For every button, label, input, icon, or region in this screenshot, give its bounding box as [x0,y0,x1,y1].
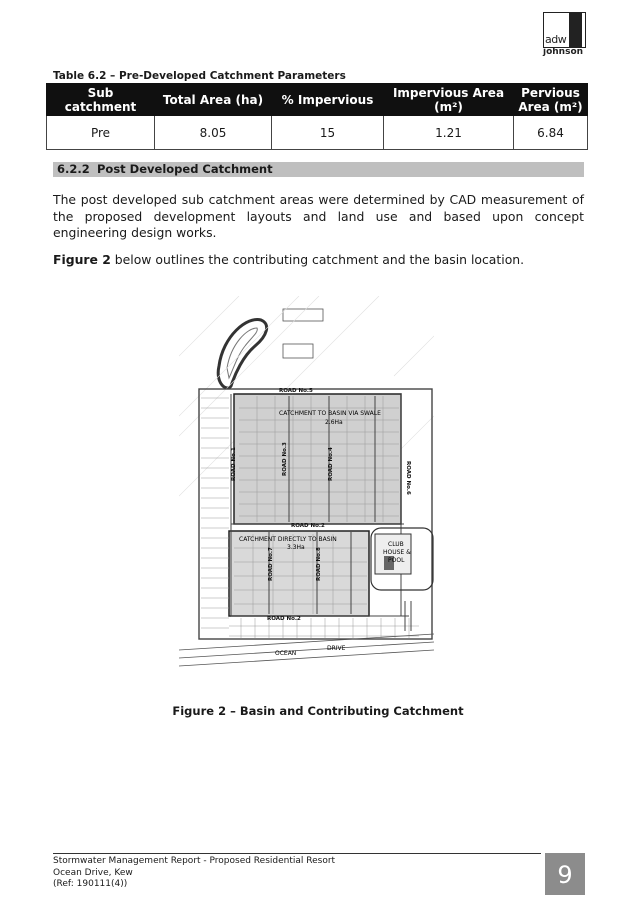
logo-mark [543,12,586,48]
catchment-direct-label: CATCHMENT DIRECTLY TO BASIN [239,536,337,543]
road-label: ROAD No.3 [282,442,288,476]
road-label: ROAD No.6 [405,461,411,495]
catchment-parameters-table [46,83,588,150]
footer-line: Stormwater Management Report - Proposed Residential Resort [53,856,336,866]
section-title: Post Developed Catchment [97,162,273,176]
body-paragraph [53,252,584,269]
column-header: % Impervious [272,84,384,116]
street-label: OCEAN [275,650,297,657]
road-label: ROAD No.8 [316,547,322,581]
catchment-swale-label: CATCHMENT TO BASIN VIA SWALE [279,410,381,417]
logo-mark-text: adw [545,33,567,46]
club-label: POOL [388,557,405,564]
cell-total-area: 8.05 [155,116,272,150]
legend-box-1 [283,309,323,321]
basin-outline [218,319,266,387]
cell-sub-catchment: Pre [47,116,155,150]
table-row [47,116,588,150]
road-label: ROAD No.4 [328,447,334,481]
section-number: 6.2.2 [57,162,90,176]
table-header-row [47,84,588,116]
catchment-direct-area: 3.3Ha [287,544,305,551]
club-label: HOUSE & [383,549,411,556]
road-label: ROAD No.2 [267,616,301,622]
catchment-swale-area: 2.6Ha [325,419,343,426]
paragraph-text: below outlines the contributing catchment and the basin location. [110,252,525,267]
road-label: ROAD No.7 [268,547,274,581]
site-plan-figure [179,296,434,673]
table-caption: Table 6.2 – Pre-Developed Catchment Parameters [53,70,346,82]
column-header: Pervious Area (m²) [514,84,588,116]
column-header: Sub catchment [47,84,155,116]
legend-box-2 [283,344,313,358]
cell-impervious-pct: 15 [272,116,384,150]
club-label: CLUB [388,541,404,548]
section-heading [53,162,584,177]
column-header: Impervious Area (m²) [384,84,514,116]
logo-name: johnson [543,47,584,57]
footer-line: (Ref: 190111(4)) [53,879,128,889]
road-label: ROAD No.5 [279,388,313,394]
footer [53,856,335,891]
road-label: ROAD No.2 [291,523,325,529]
footer-divider [53,853,541,854]
figure-reference: Figure 2 [53,252,111,267]
cell-impervious-area: 1.21 [384,116,514,150]
adw-johnson-logo [543,12,584,58]
column-header: Total Area (ha) [155,84,272,116]
page-number: 9 [545,853,585,895]
footer-line: Ocean Drive, Kew [53,867,133,878]
cell-pervious-area: 6.84 [514,116,588,150]
figure-caption: Figure 2 – Basin and Contributing Catchment [172,704,464,718]
body-paragraph: The post developed sub catchment areas were determined by CAD measurement of the proposed development layouts and land use and based upon concept engineering design works. [53,192,584,240]
street-label: DRIVE [327,645,346,652]
road-label: ROAD No.1 [231,447,237,481]
